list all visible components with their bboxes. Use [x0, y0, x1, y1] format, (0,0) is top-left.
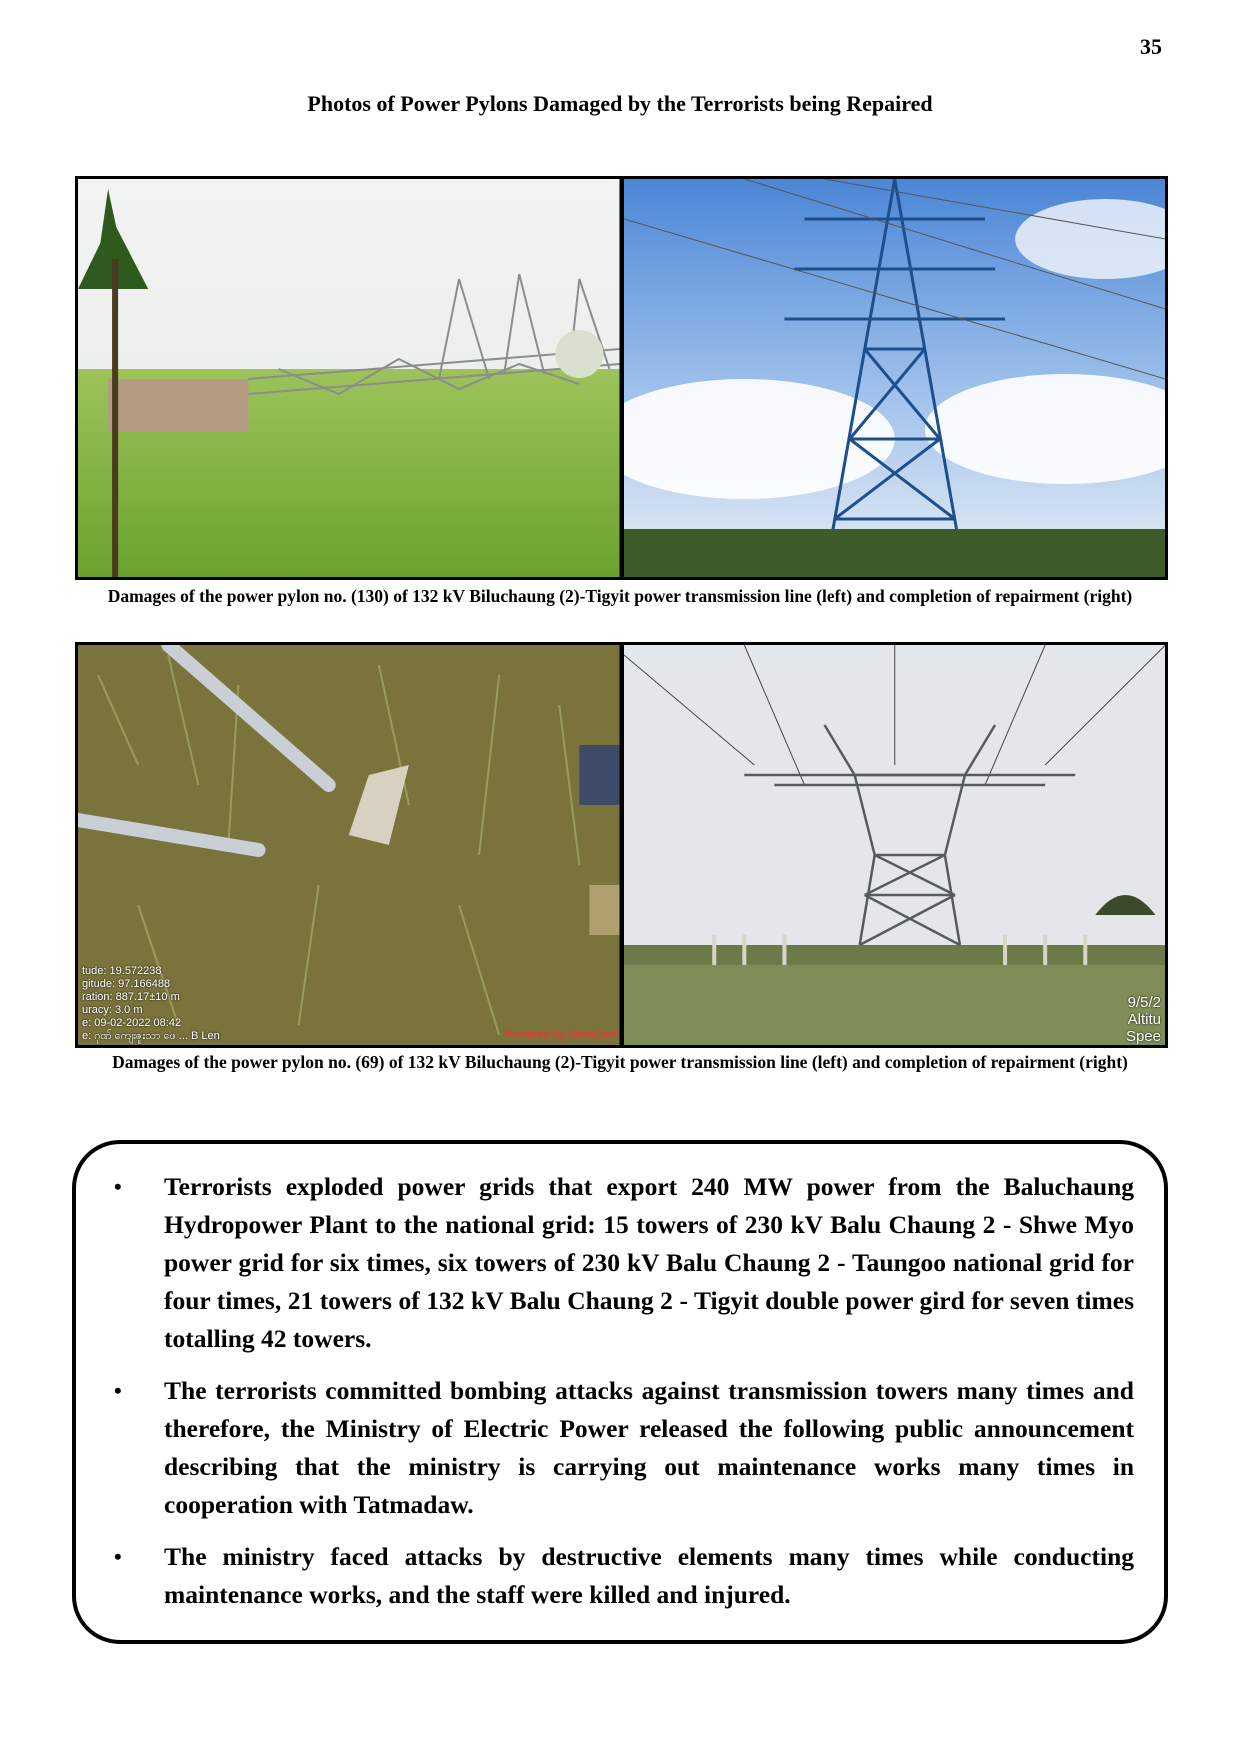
- notecam-watermark: Powered by NoteCam: [504, 1029, 618, 1041]
- gps-line: uracy: 3.0 m: [82, 1004, 143, 1016]
- summary-box: [72, 1140, 1168, 1644]
- photo-damaged-pylon-69: [78, 645, 620, 1045]
- stamp-line: Altitu: [1127, 1011, 1161, 1028]
- gps-line: tude: 19.572238: [82, 965, 162, 977]
- figure-caption-2: Damages of the power pylon no. (69) of 132 kV Biluchaung (2)-Tigyit power transmission line (left) and completion of repairment (right): [112, 1052, 1128, 1072]
- gps-line: e: ဂုဏ် ကျေးဇူးသာ ဖေ ... B Len: [82, 1030, 220, 1042]
- gps-line: ration: 887.17±10 m: [82, 991, 180, 1003]
- page-number: 35: [1140, 34, 1162, 59]
- photo-repaired-pylon-130: [620, 179, 1166, 577]
- bullet-text: The terrorists committed bombing attacks against transmission towers many times and therefore, the Ministry of Electric Power released the following public announcement describing that the ministry is carrying out maintenance works many times in cooperation with Tatmadaw.: [164, 1376, 1134, 1519]
- figure-caption-1: Damages of the power pylon no. (130) of 132 kV Biluchaung (2)-Tigyit power transmission line (left) and completion of repairment (right): [107, 586, 1133, 606]
- bullet-item: [104, 1538, 1134, 1614]
- bullet-icon: •: [114, 1544, 122, 1569]
- bullet-item: [104, 1168, 1134, 1358]
- camera-stamp-overlay: [1126, 994, 1161, 1045]
- bullet-icon: •: [114, 1174, 122, 1199]
- bullet-item: [104, 1372, 1134, 1524]
- photo-pair-pylon-69: [75, 642, 1168, 1048]
- bullet-list: [104, 1168, 1134, 1628]
- bullet-icon: •: [114, 1378, 122, 1403]
- page-title: Photos of Power Pylons Damaged by the Terrorists being Repaired: [307, 91, 933, 116]
- gps-line: gitude: 97.166488: [82, 978, 171, 990]
- photo-damaged-pylon-130: [78, 179, 620, 577]
- photo-pair-pylon-130: [75, 176, 1168, 580]
- stamp-line: 9/5/2: [1127, 994, 1161, 1011]
- gps-line: e: 09-02-2022 08:42: [82, 1017, 182, 1029]
- photo-repaired-pylon-69: [620, 645, 1166, 1045]
- bullet-text: The ministry faced attacks by destructive elements many times while conducting maintenance works, and the staff were killed and injured.: [164, 1542, 1134, 1609]
- bullet-text: Terrorists exploded power grids that export 240 MW power from the Baluchaung Hydropower Plant to the national grid: 15 towers of 230 kV Balu Chaung 2 - Shwe Myo power grid for six times, six towers of 230 kV Balu Chaung 2 - Taungoo national grid for four times, 21 towers of 132 kV Balu Chaung 2 - Tigyit double power gird for seven times totalling 42 towers.: [164, 1172, 1134, 1353]
- gps-overlay: [78, 963, 224, 1045]
- stamp-line: Spee: [1125, 1028, 1161, 1045]
